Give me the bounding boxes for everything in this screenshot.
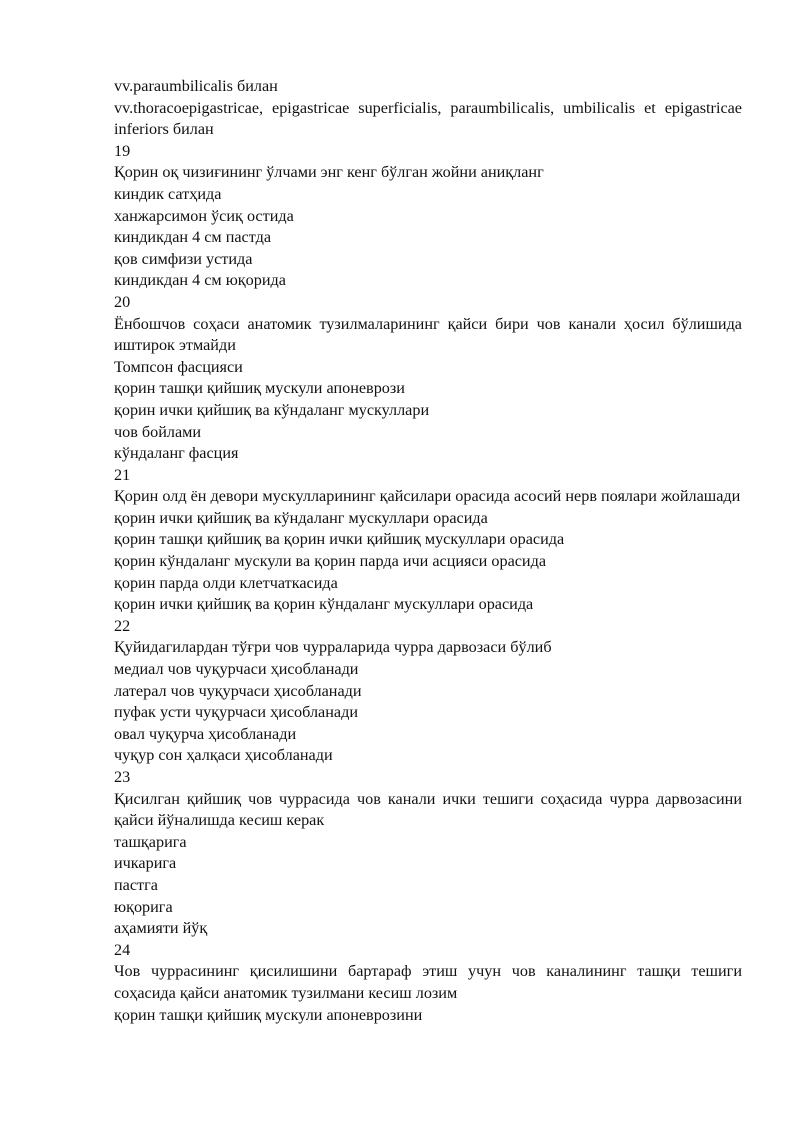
answer-option: юқорига [114, 897, 173, 916]
question-number: 24 [114, 940, 131, 959]
question-text: Қуйидагилардан тўғри чов чурраларида чурра дарвозаси бўлиб [114, 638, 552, 657]
question-text: Ёнбошчов соҳаси анатомик тузилмаларининг қайси бири чов канали ҳосил бўлишида иштирок этмайди [114, 314, 742, 355]
question-number: 19 [114, 141, 131, 160]
answer-option: кўндаланг фасция [114, 444, 239, 463]
answer-option: қорин ички қийшиқ ва кўндаланг мускуллари [114, 400, 430, 419]
answer-option: қорин ташқи қийшиқ ва қорин ички қийшиқ мускуллари орасида [114, 530, 565, 549]
question-text: Қорин оқ чизиғининг ўлчами энг кенг бўлган жойни аниқланг [114, 163, 544, 182]
answer-option: латерал чов чуқурчаси ҳисобланади [114, 681, 362, 700]
answer-option: қорин ташқи қийшиқ мускули апоневрози [114, 379, 405, 398]
answer-option: ханжарсимон ўсиқ остида [114, 206, 294, 225]
answer-option: Томпсон фасцияси [114, 357, 243, 376]
answer-option: пастга [114, 875, 158, 894]
question-text: Чов чуррасининг қисилишини бартараф этиш учун чов каналининг ташқи тешиги соҳасида қайси анатомик тузилмани кесиш лозим [114, 962, 742, 1002]
question-text: Қисилган қийшиқ чов чуррасида чов канали ички тешиги соҳасида чурра дарвозасини қайси йўналишда кесиш керак [114, 789, 742, 830]
answer-option: қорин ташқи қийшиқ мускули апоневрозини [114, 1005, 423, 1024]
answer-option: чуқур сон ҳалқаси ҳисобланади [114, 746, 333, 765]
intro-option: vv.thoracoepigastricae, epigastricae superficialis, paraumbilicalis, umbilicalis et epigastricae inferiors билан [114, 98, 742, 139]
answer-option: пуфак усти чуқурчаси ҳисобланади [114, 703, 358, 722]
answer-option: овал чуқурча ҳисобланади [114, 724, 297, 743]
answer-option: ичкарига [114, 854, 177, 873]
answer-option: медиал чов чуқурчаси ҳисобланади [114, 660, 359, 679]
answer-option: қов симфизи устида [114, 249, 253, 268]
question-text: Қорин олд ён девори мускулларининг қайсилари орасида асосий нерв поялари жойлашади [114, 487, 741, 506]
answer-option: чов бойлами [114, 422, 202, 441]
question-number: 23 [114, 768, 131, 786]
answer-option: киндик сатҳида [114, 184, 222, 203]
intro-option: vv.paraumbilicalis билан [114, 77, 278, 95]
answer-option: қорин ички қийшиқ ва қорин кўндаланг мускуллари орасида [114, 595, 534, 614]
answer-option: қорин кўндаланг мускули ва қорин парда ичи асцияси орасида [114, 552, 547, 571]
document-page [114, 76, 742, 1026]
question-number: 21 [114, 465, 131, 484]
answer-option: қорин ички қийшиқ ва кўндаланг мускуллари орасида [114, 508, 488, 527]
answer-option: қорин парда олди клетчаткасида [114, 573, 338, 592]
answer-option: киндикдан 4 см пастда [114, 228, 272, 247]
answer-option: киндикдан 4 см юқорида [114, 271, 286, 290]
question-number: 20 [114, 292, 131, 311]
question-number: 22 [114, 616, 131, 635]
answer-option: аҳамияти йўқ [114, 919, 208, 938]
answer-option: ташқарига [114, 832, 187, 851]
